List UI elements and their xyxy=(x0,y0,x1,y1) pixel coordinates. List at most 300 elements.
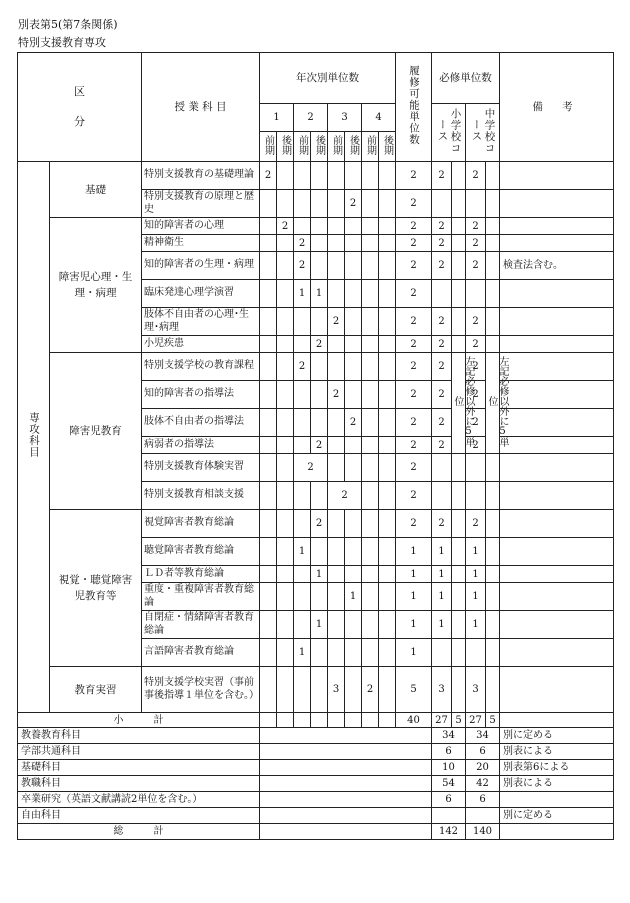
elem-side-cell xyxy=(452,583,466,611)
term-credit-cell xyxy=(294,583,311,611)
summary-jh: 34 xyxy=(466,728,500,744)
term-credit-cell xyxy=(311,538,328,566)
note-cell xyxy=(500,353,614,381)
kubun-label-2: 分 xyxy=(74,115,85,128)
term-label: 後期 xyxy=(347,134,359,155)
note-cell xyxy=(500,454,614,482)
term-credit-cell xyxy=(328,639,345,667)
term-credit-cell xyxy=(379,409,396,437)
term-credit-cell xyxy=(311,218,328,235)
elem-side-cell xyxy=(452,454,466,482)
elem-required: 2 xyxy=(432,235,452,252)
note-cell: 検査法含む。 xyxy=(500,252,614,280)
term-credit-cell xyxy=(294,381,311,409)
jh-side-cell xyxy=(486,583,500,611)
subtotal-term-cell xyxy=(294,713,311,728)
subtotal-jh-1: 27 xyxy=(466,713,486,728)
term-credit-cell xyxy=(379,336,396,353)
note-cell xyxy=(500,482,614,510)
term-credit-cell xyxy=(362,510,379,538)
subject-name: 小児疾患 xyxy=(142,336,260,353)
term-credit-cell xyxy=(362,218,379,235)
jh-required: 2 xyxy=(466,353,486,381)
credits-total: 5 xyxy=(396,667,432,713)
term-credit-cell xyxy=(379,482,396,510)
term-credit-cell xyxy=(260,381,277,409)
term-credit-cell xyxy=(362,235,379,252)
jh-side-cell xyxy=(486,218,500,235)
jh-side-cell xyxy=(486,667,500,713)
credits-total: 2 xyxy=(396,437,432,454)
term-credit-cell xyxy=(345,218,362,235)
jh-required xyxy=(466,639,486,667)
summary-label: 卒業研究（英語文献講読2単位を含む。） xyxy=(18,792,260,808)
jh-required: 2 xyxy=(466,409,486,437)
term-credit-cell xyxy=(294,611,311,639)
credits-total: 2 xyxy=(396,190,432,218)
jh-required: 1 xyxy=(466,611,486,639)
credits-total: 2 xyxy=(396,218,432,235)
jh-side-cell xyxy=(486,538,500,566)
term-credit-cell xyxy=(260,667,277,713)
term-cell xyxy=(345,132,362,162)
credits-total: 2 xyxy=(396,235,432,252)
credits-total: 1 xyxy=(396,611,432,639)
notes-header: 備 考 xyxy=(500,53,614,162)
elem-required: 1 xyxy=(432,538,452,566)
term-credit-cell: 1 xyxy=(311,280,328,308)
term-credit-cell xyxy=(277,611,294,639)
elem-side-cell xyxy=(452,510,466,538)
elem-required: 2 xyxy=(432,308,452,336)
summary-jh: 6 xyxy=(466,744,500,760)
jh-side-cell xyxy=(486,510,500,538)
jh-required: 1 xyxy=(466,566,486,583)
summary-blank xyxy=(260,728,432,744)
term-credit-cell xyxy=(345,235,362,252)
term-credit-cell xyxy=(294,409,311,437)
term-credit-cell xyxy=(362,454,379,482)
summary-elem: 54 xyxy=(432,776,466,792)
summary-note xyxy=(500,824,614,840)
elem-required: 3 xyxy=(432,667,452,713)
term-credit-cell xyxy=(345,639,362,667)
term-credit-cell xyxy=(379,218,396,235)
jh-side-cell xyxy=(486,639,500,667)
term-credit-cell xyxy=(345,336,362,353)
group-label: 障害児心理・生理・病理 xyxy=(50,218,142,353)
credits-total: 2 xyxy=(396,162,432,190)
subtotal-term-cell xyxy=(311,713,328,728)
subject-name: 肢体不自由者の指導法 xyxy=(142,409,260,437)
term-credit-cell xyxy=(260,190,277,218)
term-label: 前期 xyxy=(330,134,342,155)
elem-required: 2 xyxy=(432,437,452,454)
term-credit-cell xyxy=(379,252,396,280)
term-credit-cell: 2 xyxy=(294,235,311,252)
term-credit-cell xyxy=(328,353,345,381)
term-credit-cell xyxy=(260,482,277,510)
yearly-credits-header: 年次別単位数 xyxy=(260,53,396,104)
term-credit-cell xyxy=(260,218,277,235)
jh-required: 2 xyxy=(466,252,486,280)
term-credit-cell xyxy=(277,583,294,611)
term-credit-cell xyxy=(294,667,311,713)
term-credit-cell xyxy=(260,510,277,538)
elem-side-cell xyxy=(452,667,466,713)
elem-required xyxy=(432,280,452,308)
subject-name: 臨床発達心理学演習 xyxy=(142,280,260,308)
year-credit-cell: 2 xyxy=(328,482,362,510)
subject-name: 自閉症・情緒障害者教育総論 xyxy=(142,611,260,639)
term-credit-cell xyxy=(260,454,277,482)
term-credit-cell xyxy=(345,667,362,713)
term-credit-cell xyxy=(379,437,396,454)
jh-side-cell xyxy=(486,235,500,252)
note-cell xyxy=(500,409,614,437)
term-credit-cell xyxy=(379,667,396,713)
note-cell xyxy=(500,308,614,336)
elem-course-header: 小学校コース xyxy=(432,104,466,162)
subtotal-term-cell xyxy=(362,713,379,728)
term-label: 前期 xyxy=(364,134,376,155)
term-credit-cell xyxy=(277,409,294,437)
department-title: 特別支援教育専攻 xyxy=(18,36,106,49)
elem-side-note xyxy=(452,353,474,454)
credits-total: 1 xyxy=(396,639,432,667)
subtotal-elem-1: 27 xyxy=(432,713,452,728)
jh-side-cell xyxy=(486,190,500,218)
term-credit-cell xyxy=(277,353,294,381)
term-credit-cell xyxy=(362,381,379,409)
subject-name: 知的障害者の生理・病理 xyxy=(142,252,260,280)
term-credit-cell xyxy=(345,454,362,482)
jh-required: 1 xyxy=(466,583,486,611)
term-credit-cell xyxy=(294,566,311,583)
term-credit-cell: 1 xyxy=(311,611,328,639)
jh-side-cell xyxy=(486,252,500,280)
credits-total: 1 xyxy=(396,583,432,611)
term-credit-cell xyxy=(379,162,396,190)
note-cell xyxy=(500,437,614,454)
jh-course-header: 中学校コース xyxy=(466,104,500,162)
term-credit-cell xyxy=(294,510,311,538)
summary-jh xyxy=(466,808,500,824)
credits-total: 2 xyxy=(396,381,432,409)
term-credit-cell xyxy=(328,162,345,190)
summary-jh: 140 xyxy=(466,824,500,840)
term-credit-cell xyxy=(311,381,328,409)
elem-side-cell xyxy=(452,280,466,308)
summary-note: 別に定める xyxy=(500,728,614,744)
jh-required: 2 xyxy=(466,218,486,235)
group-label: 基礎 xyxy=(50,162,142,218)
jh-side-cell xyxy=(486,611,500,639)
term-credit-cell xyxy=(379,583,396,611)
term-credit-cell xyxy=(379,235,396,252)
term-credit-cell xyxy=(260,611,277,639)
group-label: 障害児教育 xyxy=(50,353,142,510)
summary-blank xyxy=(260,792,432,808)
senkou-label-text: 専攻科目 xyxy=(28,412,40,458)
elem-side-note-text: 左記必修以外に5単位 xyxy=(452,355,474,447)
elem-side-cell xyxy=(452,538,466,566)
term-credit-cell xyxy=(311,308,328,336)
note-cell xyxy=(500,336,614,353)
term-credit-cell xyxy=(379,190,396,218)
summary-note: 別に定める xyxy=(500,808,614,824)
term-credit-cell: 2 xyxy=(345,190,362,218)
note-cell xyxy=(500,510,614,538)
term-label: 前期 xyxy=(296,134,308,155)
term-credit-cell: 2 xyxy=(294,353,311,381)
term-credit-cell: 3 xyxy=(328,667,345,713)
summary-note: 別表による xyxy=(500,744,614,760)
credits-total: 2 xyxy=(396,308,432,336)
elem-side-cell xyxy=(452,162,466,190)
elem-required: 2 xyxy=(432,381,452,409)
jh-side-note-text: 左記必修以外に5単位 xyxy=(486,355,508,447)
credits-total: 2 xyxy=(396,454,432,482)
term-credit-cell: 2 xyxy=(311,336,328,353)
term-credit-cell: 2 xyxy=(311,510,328,538)
term-credit-cell xyxy=(277,538,294,566)
term-credit-cell xyxy=(379,353,396,381)
jh-required xyxy=(466,454,486,482)
elem-side-cell xyxy=(452,611,466,639)
term-credit-cell xyxy=(277,566,294,583)
term-credit-cell xyxy=(277,482,294,510)
term-credit-cell xyxy=(379,538,396,566)
term-credit-cell xyxy=(328,218,345,235)
term-credit-cell: 2 xyxy=(294,252,311,280)
subtotal-elem-2: 5 xyxy=(452,713,466,728)
elem-required: 1 xyxy=(432,583,452,611)
jh-required: 2 xyxy=(466,235,486,252)
term-credit-cell: 2 xyxy=(328,381,345,409)
term-credit-cell xyxy=(362,280,379,308)
credits-header-text: 履修可能単位数 xyxy=(408,64,420,146)
subject-name: 聴覚障害者教育総論 xyxy=(142,538,260,566)
summary-elem xyxy=(432,808,466,824)
summary-label: 学部共通科目 xyxy=(18,744,260,760)
term-credit-cell xyxy=(277,190,294,218)
subject-name: 知的障害者の心理 xyxy=(142,218,260,235)
jh-side-note xyxy=(486,353,508,454)
term-credit-cell xyxy=(379,611,396,639)
term-credit-cell xyxy=(362,482,379,510)
term-credit-cell xyxy=(362,308,379,336)
term-credit-cell xyxy=(345,353,362,381)
jh-required: 2 xyxy=(466,381,486,409)
term-credit-cell xyxy=(379,280,396,308)
term-credit-cell xyxy=(260,639,277,667)
term-credit-cell xyxy=(345,437,362,454)
summary-jh: 20 xyxy=(466,760,500,776)
subtotal-term-cell xyxy=(277,713,294,728)
subject-name: 知的障害者の指導法 xyxy=(142,381,260,409)
credits-total: 1 xyxy=(396,538,432,566)
elem-required: 2 xyxy=(432,510,452,538)
note-cell xyxy=(500,611,614,639)
term-credit-cell: 2 xyxy=(277,218,294,235)
summary-note: 別表第6による xyxy=(500,760,614,776)
term-credit-cell xyxy=(311,353,328,381)
summary-label: 教職科目 xyxy=(18,776,260,792)
term-credit-cell xyxy=(260,336,277,353)
term-credit-cell xyxy=(328,409,345,437)
summary-blank xyxy=(260,744,432,760)
term-credit-cell xyxy=(328,252,345,280)
summary-blank xyxy=(260,824,432,840)
note-cell xyxy=(500,162,614,190)
subtotal-term-cell xyxy=(345,713,362,728)
table-caption: 別表第5(第7条関係) xyxy=(18,18,118,31)
credits-total: 2 xyxy=(396,482,432,510)
elem-side-cell xyxy=(452,252,466,280)
term-credit-cell xyxy=(260,437,277,454)
credits-total: 1 xyxy=(396,566,432,583)
term-credit-cell xyxy=(260,538,277,566)
elem-side-cell xyxy=(452,639,466,667)
term-credit-cell: 1 xyxy=(294,538,311,566)
term-label: 後期 xyxy=(279,134,291,155)
term-credit-cell xyxy=(328,538,345,566)
term-credit-cell xyxy=(260,235,277,252)
subject-name: 特別支援教育相談支援 xyxy=(142,482,260,510)
summary-label: 総 計 xyxy=(18,824,260,840)
term-credit-cell: 2 xyxy=(311,437,328,454)
term-credit-cell xyxy=(362,583,379,611)
jh-required: 2 xyxy=(466,308,486,336)
year-3: 3 xyxy=(328,104,362,132)
senkou-label xyxy=(18,162,50,713)
elem-required: 2 xyxy=(432,162,452,190)
term-cell xyxy=(277,132,294,162)
subject-name: 病弱者の指導法 xyxy=(142,437,260,454)
elem-required xyxy=(432,639,452,667)
summary-note: 別表による xyxy=(500,776,614,792)
summary-elem: 10 xyxy=(432,760,466,776)
subject-name: ＬＤ者等教育総論 xyxy=(142,566,260,583)
note-cell xyxy=(500,566,614,583)
term-credit-cell xyxy=(277,280,294,308)
elem-side-cell xyxy=(452,190,466,218)
subtotal-term-cell xyxy=(260,713,277,728)
note-cell xyxy=(500,639,614,667)
term-credit-cell xyxy=(379,454,396,482)
subject-name: 特別支援教育の基礎理論 xyxy=(142,162,260,190)
term-credit-cell: 2 xyxy=(345,409,362,437)
elem-side-cell xyxy=(452,336,466,353)
term-credit-cell xyxy=(260,280,277,308)
term-credit-cell xyxy=(277,252,294,280)
term-credit-cell xyxy=(277,308,294,336)
elem-required: 2 xyxy=(432,353,452,381)
note-cell xyxy=(500,538,614,566)
term-credit-cell xyxy=(277,510,294,538)
jh-side-cell xyxy=(486,308,500,336)
term-credit-cell xyxy=(328,336,345,353)
summary-elem: 142 xyxy=(432,824,466,840)
credits-total: 2 xyxy=(396,409,432,437)
term-credit-cell xyxy=(294,162,311,190)
year-4: 4 xyxy=(362,104,396,132)
term-credit-cell xyxy=(311,235,328,252)
term-credit-cell xyxy=(362,538,379,566)
term-credit-cell xyxy=(345,252,362,280)
term-credit-cell xyxy=(260,252,277,280)
term-credit-cell xyxy=(277,639,294,667)
jh-required xyxy=(466,190,486,218)
term-credit-cell xyxy=(328,454,345,482)
term-credit-cell xyxy=(362,611,379,639)
term-credit-cell xyxy=(277,235,294,252)
subject-name: 精神衛生 xyxy=(142,235,260,252)
term-credit-cell xyxy=(379,639,396,667)
summary-jh: 6 xyxy=(466,792,500,808)
term-credit-cell xyxy=(294,308,311,336)
term-credit-cell xyxy=(277,437,294,454)
jh-side-cell xyxy=(486,454,500,482)
term-credit-cell xyxy=(345,280,362,308)
jh-required: 2 xyxy=(466,336,486,353)
jh-side-cell xyxy=(486,566,500,583)
jh-side-cell xyxy=(486,482,500,510)
subtotal-term-cell xyxy=(379,713,396,728)
term-credit-cell xyxy=(328,510,345,538)
term-credit-cell xyxy=(362,639,379,667)
term-credit-cell xyxy=(311,409,328,437)
elem-side-cell xyxy=(452,235,466,252)
summary-blank xyxy=(260,776,432,792)
term-credit-cell xyxy=(294,482,311,510)
credits-total: 2 xyxy=(396,280,432,308)
term-credit-cell xyxy=(362,252,379,280)
credits-header xyxy=(396,53,432,162)
summary-blank xyxy=(260,808,432,824)
term-credit-cell xyxy=(328,437,345,454)
jh-required: 2 xyxy=(466,162,486,190)
term-credit-cell xyxy=(311,252,328,280)
term-cell xyxy=(362,132,379,162)
term-credit-cell: 2 xyxy=(362,667,379,713)
subtotal-term-cell xyxy=(328,713,345,728)
term-credit-cell xyxy=(345,538,362,566)
term-credit-cell xyxy=(260,409,277,437)
term-credit-cell xyxy=(345,566,362,583)
elem-side-cell xyxy=(452,308,466,336)
note-cell xyxy=(500,190,614,218)
summary-jh: 42 xyxy=(466,776,500,792)
note-cell xyxy=(500,583,614,611)
jh-side-cell xyxy=(486,162,500,190)
term-credit-cell xyxy=(328,190,345,218)
subject-name: 特別支援教育の原理と歴史 xyxy=(142,190,260,218)
term-credit-cell xyxy=(260,308,277,336)
jh-required xyxy=(466,482,486,510)
note-cell xyxy=(500,667,614,713)
elem-required: 2 xyxy=(432,218,452,235)
elem-required: 2 xyxy=(432,252,452,280)
summary-elem: 6 xyxy=(432,744,466,760)
term-credit-cell: 1 xyxy=(345,583,362,611)
jh-required xyxy=(466,280,486,308)
credits-total: 2 xyxy=(396,252,432,280)
subtotal-label: 小 計 xyxy=(18,713,260,728)
elem-side-cell xyxy=(452,566,466,583)
term-credit-cell xyxy=(379,510,396,538)
